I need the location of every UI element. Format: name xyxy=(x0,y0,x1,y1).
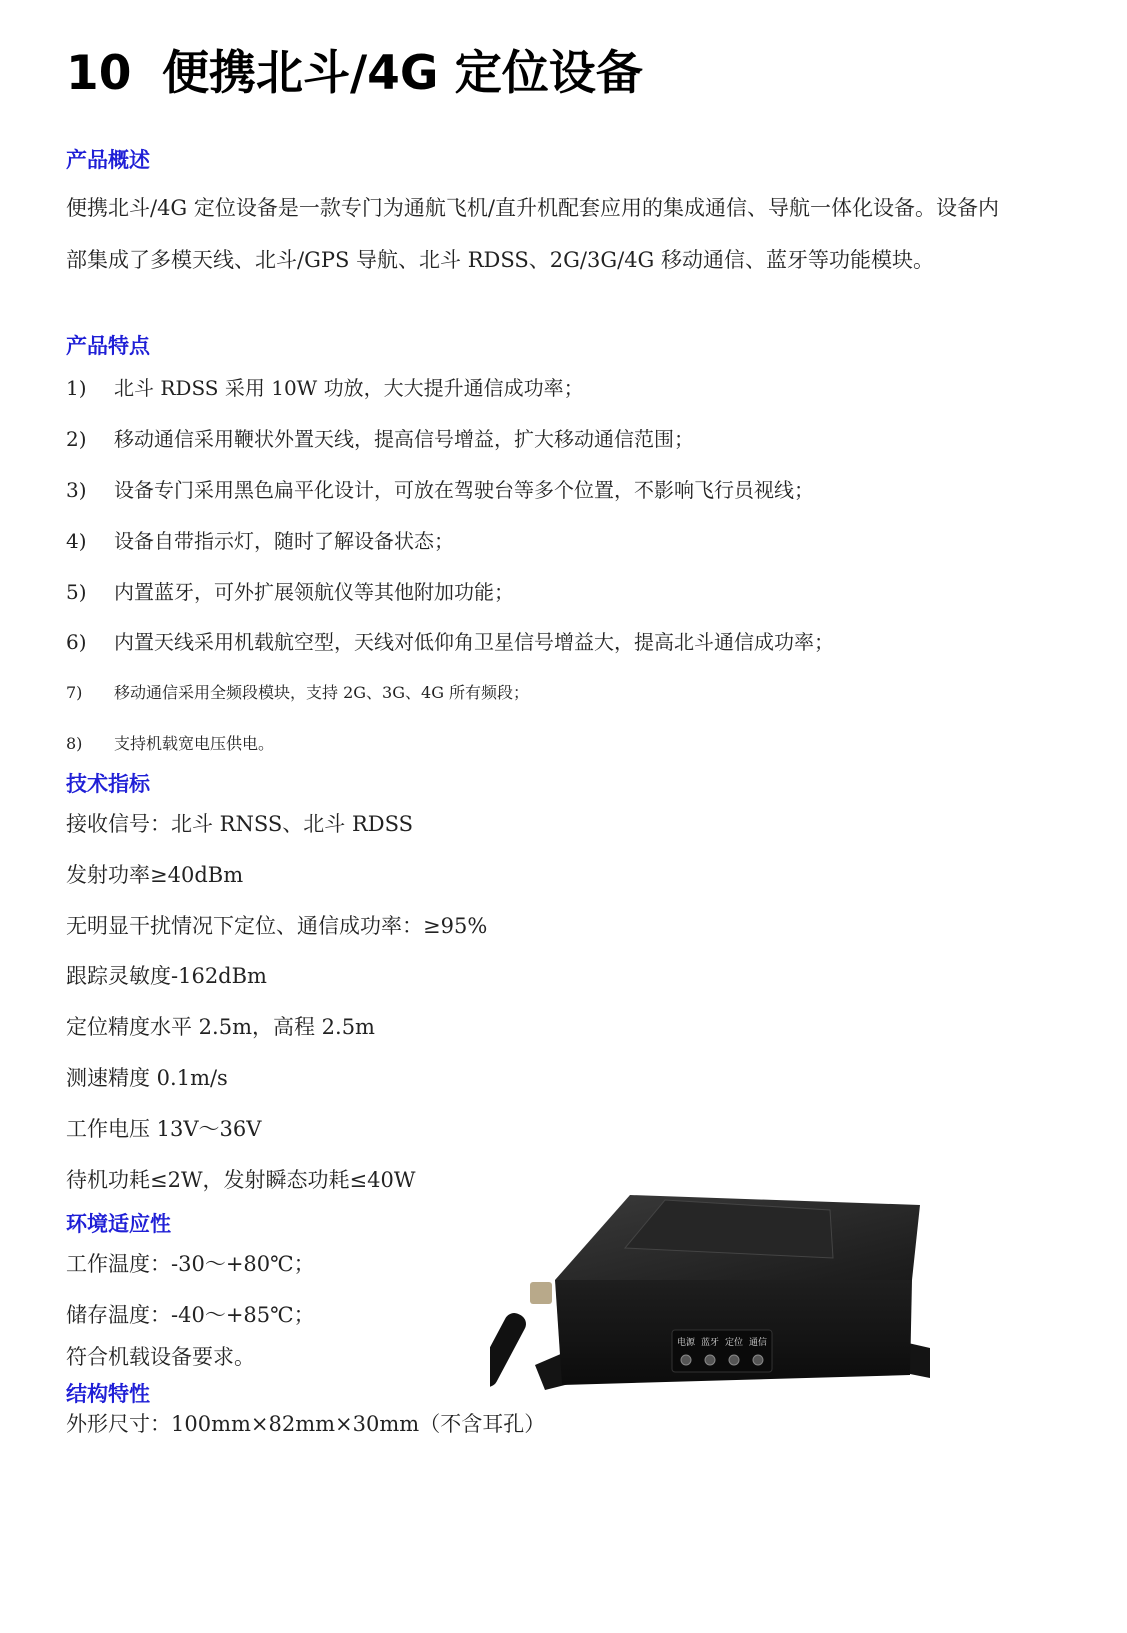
indicator-label: 定位 xyxy=(724,1338,744,1348)
device-photo xyxy=(490,1190,960,1410)
indicator-label: 蓝牙 xyxy=(700,1338,720,1348)
indicator-led xyxy=(681,1355,691,1365)
section-number: 10 xyxy=(66,46,132,101)
structure-item: 外形尺寸：100mm×82mm×30mm（不含耳孔） xyxy=(66,1412,546,1436)
overview-heading: 产品概述 xyxy=(66,148,150,172)
environment-item: 工作温度：-30～+80℃； xyxy=(66,1252,315,1276)
indicator-panel xyxy=(672,1330,772,1372)
indicator-led xyxy=(705,1355,715,1365)
feature-item: 5) 内置蓝牙，可外扩展领航仪等其他附加功能； xyxy=(66,580,514,604)
antenna-connector xyxy=(530,1282,552,1304)
specs-heading: 技术指标 xyxy=(66,772,150,796)
feature-item: 1) 北斗 RDSS 采用 10W 功放，大大提升通信成功率； xyxy=(66,376,584,400)
indicator-label: 电源 xyxy=(676,1338,696,1348)
environment-item: 符合机载设备要求。 xyxy=(66,1345,255,1369)
feature-item: 7) 移动通信采用全频段模块，支持 2G、3G、4G 所有频段； xyxy=(66,683,530,702)
feature-item: 8) 支持机载宽电压供电。 xyxy=(66,734,275,753)
spec-item: 无明显干扰情况下定位、通信成功率：≥95% xyxy=(66,914,488,938)
spec-item: 测速精度 0.1m/s xyxy=(66,1066,228,1090)
spec-item: 接收信号：北斗 RNSS、北斗 RDSS xyxy=(66,812,413,836)
environment-item: 储存温度：-40～+85℃； xyxy=(66,1303,315,1327)
feature-item: 4) 设备自带指示灯，随时了解设备状态； xyxy=(66,529,454,553)
page-title xyxy=(66,36,643,103)
indicator-led xyxy=(729,1355,739,1365)
feature-item: 3) 设备专门采用黑色扁平化设计，可放在驾驶台等多个位置，不影响飞行员视线； xyxy=(66,478,814,502)
spec-item: 待机功耗≤2W，发射瞬态功耗≤40W xyxy=(66,1168,416,1192)
spec-item: 定位精度水平 2.5m，高程 2.5m xyxy=(66,1015,375,1039)
spec-item: 工作电压 13V～36V xyxy=(66,1117,262,1141)
title-text: 便携北斗/4G 定位设备 xyxy=(162,46,643,101)
structure-heading: 结构特性 xyxy=(66,1382,150,1406)
indicator-led xyxy=(753,1355,763,1365)
indicator-label: 通信 xyxy=(748,1338,768,1348)
feature-item: 6) 内置天线采用机载航空型，天线对低仰角卫星信号增益大，提高北斗通信成功率； xyxy=(66,630,834,654)
antenna xyxy=(490,1310,529,1391)
features-heading: 产品特点 xyxy=(66,334,150,358)
spec-item: 跟踪灵敏度-162dBm xyxy=(66,964,267,988)
overview-body: 便携北斗/4G 定位设备是一款专门为通航飞机/直升机配套应用的集成通信、导航一体化设备。设备内部集成了多模天线、北斗/GPS 导航、北斗 RDSS、2G/3G/4G 移动通信、蓝牙等功能模块。 xyxy=(66,196,999,272)
environment-heading: 环境适应性 xyxy=(66,1212,171,1236)
spec-item: 发射功率≥40dBm xyxy=(66,863,244,887)
feature-item: 2) 移动通信采用鞭状外置天线，提高信号增益，扩大移动通信范围； xyxy=(66,427,694,451)
